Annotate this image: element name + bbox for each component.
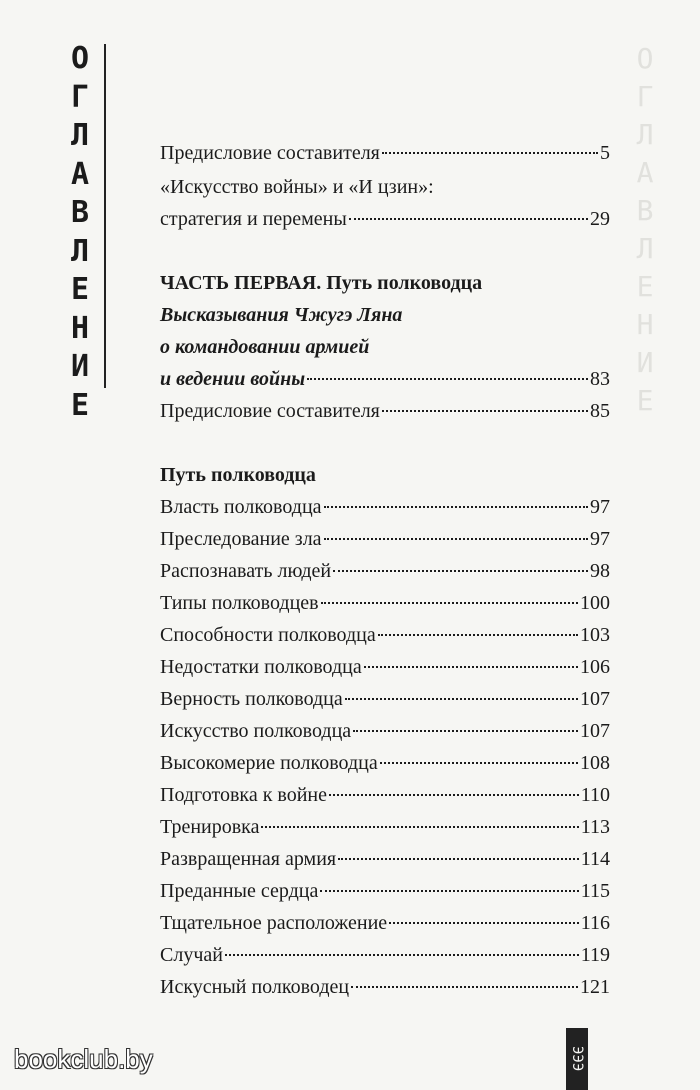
toc-entry: Верность полководца 107: [160, 688, 610, 710]
toc-entry: Преданные сердца 115: [160, 880, 610, 902]
toc-entry: Предисловие составителя 5: [160, 142, 610, 164]
toc-entry: «Искусство войны» и «И цзин»:: [160, 176, 434, 198]
toc-entry: Тщательное расположение 116: [160, 912, 610, 934]
heading-letter: Л: [70, 118, 90, 153]
vertical-heading: [62, 40, 98, 425]
toc-entry: стратегия и перемены 29: [160, 208, 610, 230]
bleed-through-heading: О Г Л А В Л Е Н И Е: [636, 42, 654, 417]
heading-letter: И: [70, 349, 90, 384]
heading-divider: [104, 44, 106, 388]
toc-entry: и ведении войны 83: [160, 368, 610, 390]
part-heading: ЧАСТЬ ПЕРВАЯ. Путь полководца: [160, 272, 483, 294]
heading-letter: Н: [70, 310, 90, 346]
heading-letter: О: [70, 41, 90, 76]
toc-entry: Преследование зла 97: [160, 528, 610, 550]
page-edge-tab: ЭЭЭ: [566, 1028, 588, 1090]
heading-letter: В: [70, 195, 90, 230]
toc-entry: Высказывания Чжугэ Ляна: [160, 304, 403, 326]
toc-entry: о командовании армией: [160, 336, 370, 358]
toc-entry: Случай 119: [160, 944, 610, 966]
toc-entry: Распознавать людей 98: [160, 560, 610, 582]
heading-letter: Л: [70, 233, 90, 269]
heading-letter: Е: [70, 387, 90, 423]
toc-entry: Тренировка 113: [160, 816, 610, 838]
heading-letter: Е: [70, 272, 90, 307]
toc-entry: Искусный полководец 121: [160, 976, 610, 998]
toc-entry: Способности полководца 103: [160, 624, 610, 646]
watermark: bookclub.by: [14, 1044, 153, 1074]
toc-entry: Предисловие составителя 85: [160, 400, 610, 422]
heading-letter: Г: [70, 79, 90, 115]
toc-entry: Высокомерие полководца 108: [160, 752, 610, 774]
toc-entry: Подготовка к войне 110: [160, 784, 610, 806]
toc-entry: Искусство полководца 107: [160, 720, 610, 742]
toc-entry: Недостатки полководца 106: [160, 656, 610, 678]
heading-letter: А: [70, 156, 90, 192]
section-heading: Путь полководца: [160, 464, 316, 486]
toc-entry: Развращенная армия 114: [160, 848, 610, 870]
toc-entry: Типы полководцев 100: [160, 592, 610, 614]
toc-entry: Власть полководца 97: [160, 496, 610, 518]
